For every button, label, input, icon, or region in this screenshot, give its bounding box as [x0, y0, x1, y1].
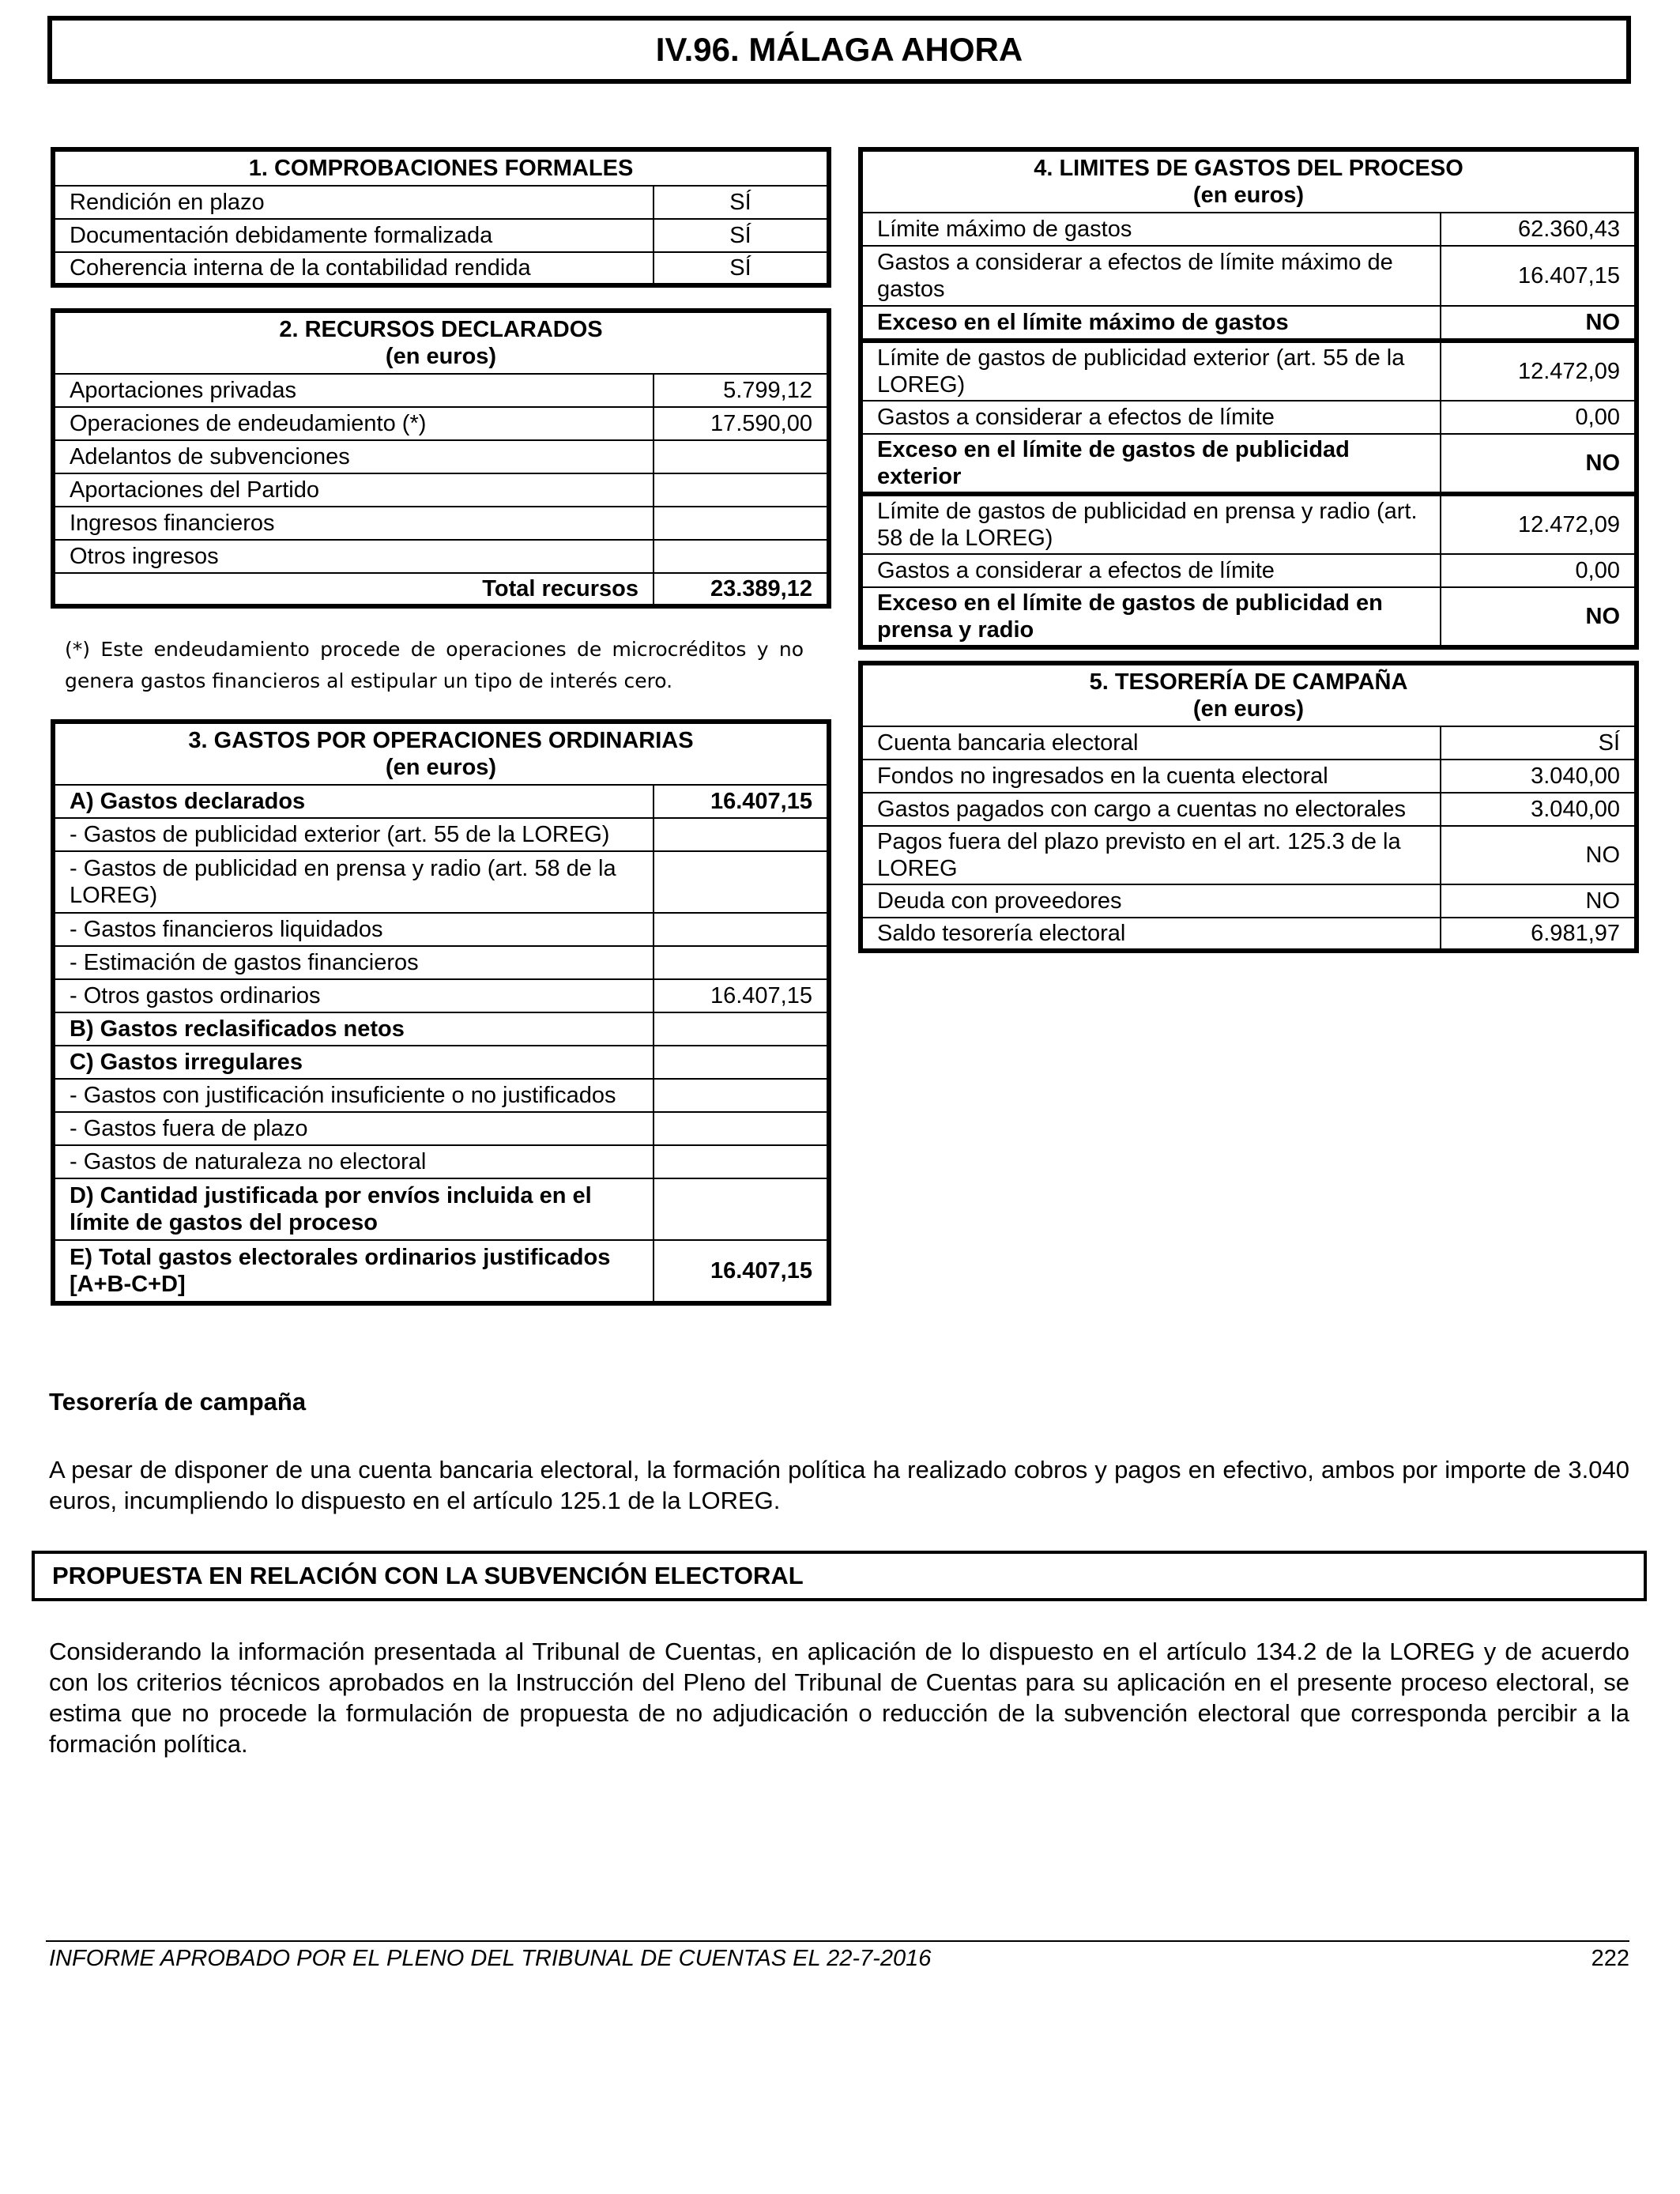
row-value	[654, 1112, 829, 1145]
row-value	[654, 540, 829, 573]
table-title: 3. GASTOS POR OPERACIONES ORDINARIAS	[188, 728, 694, 753]
row-label: Gastos a considerar a efectos de límite	[861, 554, 1441, 587]
row-label: Gastos pagados con cargo a cuentas no electorales	[861, 793, 1441, 826]
propuesta-paragraph: Considerando la información presentada al Tribunal de Cuentas, en aplicación de lo dispuesto en el artículo 134.2 de la LOREG y de acuerdo con los criterios técnicos aprobados en la Instrucción del Pleno del Tribunal de Cuentas para su aplicación en el presente proceso electoral, se estima que no procede la formulación de propuesta de no adjudicación o reducción de la subvención electoral que corresponda percibir a la formación política.	[49, 1638, 1629, 1758]
page-number: 222	[1591, 1946, 1629, 1971]
row-value: 62.360,43	[1441, 213, 1637, 246]
row-label: Ingresos financieros	[53, 507, 654, 540]
row-value	[654, 1145, 829, 1178]
row-label: - Gastos de publicidad en prensa y radio (art. 58 de la LOREG)	[53, 851, 654, 913]
row-label: Coherencia interna de la contabilidad rendida	[53, 252, 654, 285]
row-value: 5.799,12	[654, 374, 829, 407]
table-header	[861, 663, 1637, 726]
row-value: 16.407,15	[1441, 246, 1637, 306]
row-label: Gastos a considerar a efectos de límite	[861, 401, 1441, 434]
row-value: 16.407,15	[654, 1240, 829, 1303]
row-value	[654, 507, 829, 540]
row-label: Fondos no ingresados en la cuenta electoral	[861, 760, 1441, 793]
tesoreria-campana-table	[858, 661, 1639, 953]
row-label: - Gastos con justificación insuficiente o no justificados	[53, 1079, 654, 1112]
table-title: 5. TESORERÍA DE CAMPAÑA	[1089, 669, 1408, 695]
row-value	[654, 818, 829, 851]
row-value	[654, 1012, 829, 1046]
row-value: SÍ	[1441, 726, 1637, 760]
recursos-declarados-table	[51, 308, 831, 609]
row-value: 6.981,97	[1441, 918, 1637, 951]
table-title: 4. LIMITES DE GASTOS DEL PROCESO	[1034, 156, 1463, 181]
row-label: D) Cantidad justificada por envíos incluida en el límite de gastos del proceso	[53, 1178, 654, 1240]
row-value: 12.472,09	[1441, 341, 1637, 401]
row-label: Deuda con proveedores	[861, 884, 1441, 918]
row-label: - Gastos financieros liquidados	[53, 913, 654, 946]
row-label: B) Gastos reclasificados netos	[53, 1012, 654, 1046]
row-value	[654, 1046, 829, 1079]
gastos-ordinarios-table	[51, 719, 831, 1306]
row-label: Otros ingresos	[53, 540, 654, 573]
row-value: 0,00	[1441, 401, 1637, 434]
row-label: Cuenta bancaria electoral	[861, 726, 1441, 760]
row-label: E) Total gastos electorales ordinarios justificados [A+B-C+D]	[53, 1240, 654, 1303]
row-label: Aportaciones del Partido	[53, 473, 654, 507]
tesoreria-paragraph: A pesar de disponer de una cuenta bancaria electoral, la formación política ha realizado cobros y pagos en efectivo, ambos por importe de 3.040 euros, incumpliendo lo dispuesto en el artículo 125.1 de la LOREG.	[49, 1456, 1629, 1514]
row-value	[654, 946, 829, 979]
row-label: A) Gastos declarados	[53, 785, 654, 818]
row-value: NO	[1441, 587, 1637, 647]
row-value: 12.472,09	[1441, 494, 1637, 554]
row-label: C) Gastos irregulares	[53, 1046, 654, 1079]
page-title: IV.96. MÁLAGA AHORA	[47, 16, 1631, 84]
row-label: Gastos a considerar a efectos de límite máximo de gastos	[861, 246, 1441, 306]
row-value	[654, 913, 829, 946]
footer-divider	[46, 1940, 1629, 1942]
row-value	[654, 1178, 829, 1240]
table-subtitle: (en euros)	[1192, 183, 1305, 208]
row-value	[654, 1079, 829, 1112]
row-label: Rendición en plazo	[53, 186, 654, 219]
row-label: Límite de gastos de publicidad en prensa y radio (art. 58 de la LOREG)	[861, 494, 1441, 554]
row-label: - Otros gastos ordinarios	[53, 979, 654, 1012]
total-label: Total recursos	[53, 573, 654, 606]
table-subtitle: (en euros)	[385, 755, 497, 780]
row-label: Documentación debidamente formalizada	[53, 219, 654, 252]
row-label: Exceso en el límite de gastos de publicidad en prensa y radio	[861, 587, 1441, 647]
row-value	[654, 851, 829, 913]
row-label: - Gastos de naturaleza no electoral	[53, 1145, 654, 1178]
row-label: Adelantos de subvenciones	[53, 440, 654, 473]
row-value	[654, 473, 829, 507]
row-label: Operaciones de endeudamiento (*)	[53, 407, 654, 440]
row-value: NO	[1441, 306, 1637, 341]
row-value: SÍ	[654, 186, 829, 219]
table-header	[861, 149, 1637, 213]
row-value: SÍ	[654, 252, 829, 285]
row-value: NO	[1441, 434, 1637, 494]
row-value: NO	[1441, 826, 1637, 884]
row-value: 16.407,15	[654, 785, 829, 818]
comprobaciones-formales-table	[51, 147, 831, 288]
table-header: 1. COMPROBACIONES FORMALES	[53, 149, 829, 186]
row-label: - Gastos de publicidad exterior (art. 55 de la LOREG)	[53, 818, 654, 851]
table-title: 2. RECURSOS DECLARADOS	[279, 317, 603, 342]
row-value: SÍ	[654, 219, 829, 252]
row-label: Exceso en el límite de gastos de publicidad exterior	[861, 434, 1441, 494]
table-header	[53, 311, 829, 374]
row-label: Límite de gastos de publicidad exterior (art. 55 de la LOREG)	[861, 341, 1441, 401]
table-subtitle: (en euros)	[385, 344, 497, 369]
row-value: 3.040,00	[1441, 760, 1637, 793]
row-label: - Estimación de gastos financieros	[53, 946, 654, 979]
row-label: Saldo tesorería electoral	[861, 918, 1441, 951]
row-value: 16.407,15	[654, 979, 829, 1012]
table-header	[53, 722, 829, 785]
footer-text: INFORME APROBADO POR EL PLENO DEL TRIBUNAL DE CUENTAS EL 22-7-2016	[49, 1946, 932, 1971]
row-value	[654, 440, 829, 473]
propuesta-heading: PROPUESTA EN RELACIÓN CON LA SUBVENCIÓN ELECTORAL	[32, 1551, 1647, 1601]
row-label: Límite máximo de gastos	[861, 213, 1441, 246]
total-value: 23.389,12	[654, 573, 829, 606]
row-label: - Gastos fuera de plazo	[53, 1112, 654, 1145]
row-label: Pagos fuera del plazo previsto en el art. 125.3 de la LOREG	[861, 826, 1441, 884]
row-label: Exceso en el límite máximo de gastos	[861, 306, 1441, 341]
row-value: 0,00	[1441, 554, 1637, 587]
row-label: Aportaciones privadas	[53, 374, 654, 407]
footnote: (*) Este endeudamiento procede de operaciones de microcréditos y no genera gastos financieros al estipular un tipo de interés cero.	[65, 638, 804, 692]
tesoreria-heading: Tesorería de campaña	[49, 1388, 307, 1416]
table-subtitle: (en euros)	[1192, 696, 1305, 722]
row-value: NO	[1441, 884, 1637, 918]
row-value: 17.590,00	[654, 407, 829, 440]
limites-gastos-table	[858, 147, 1639, 650]
row-value: 3.040,00	[1441, 793, 1637, 826]
